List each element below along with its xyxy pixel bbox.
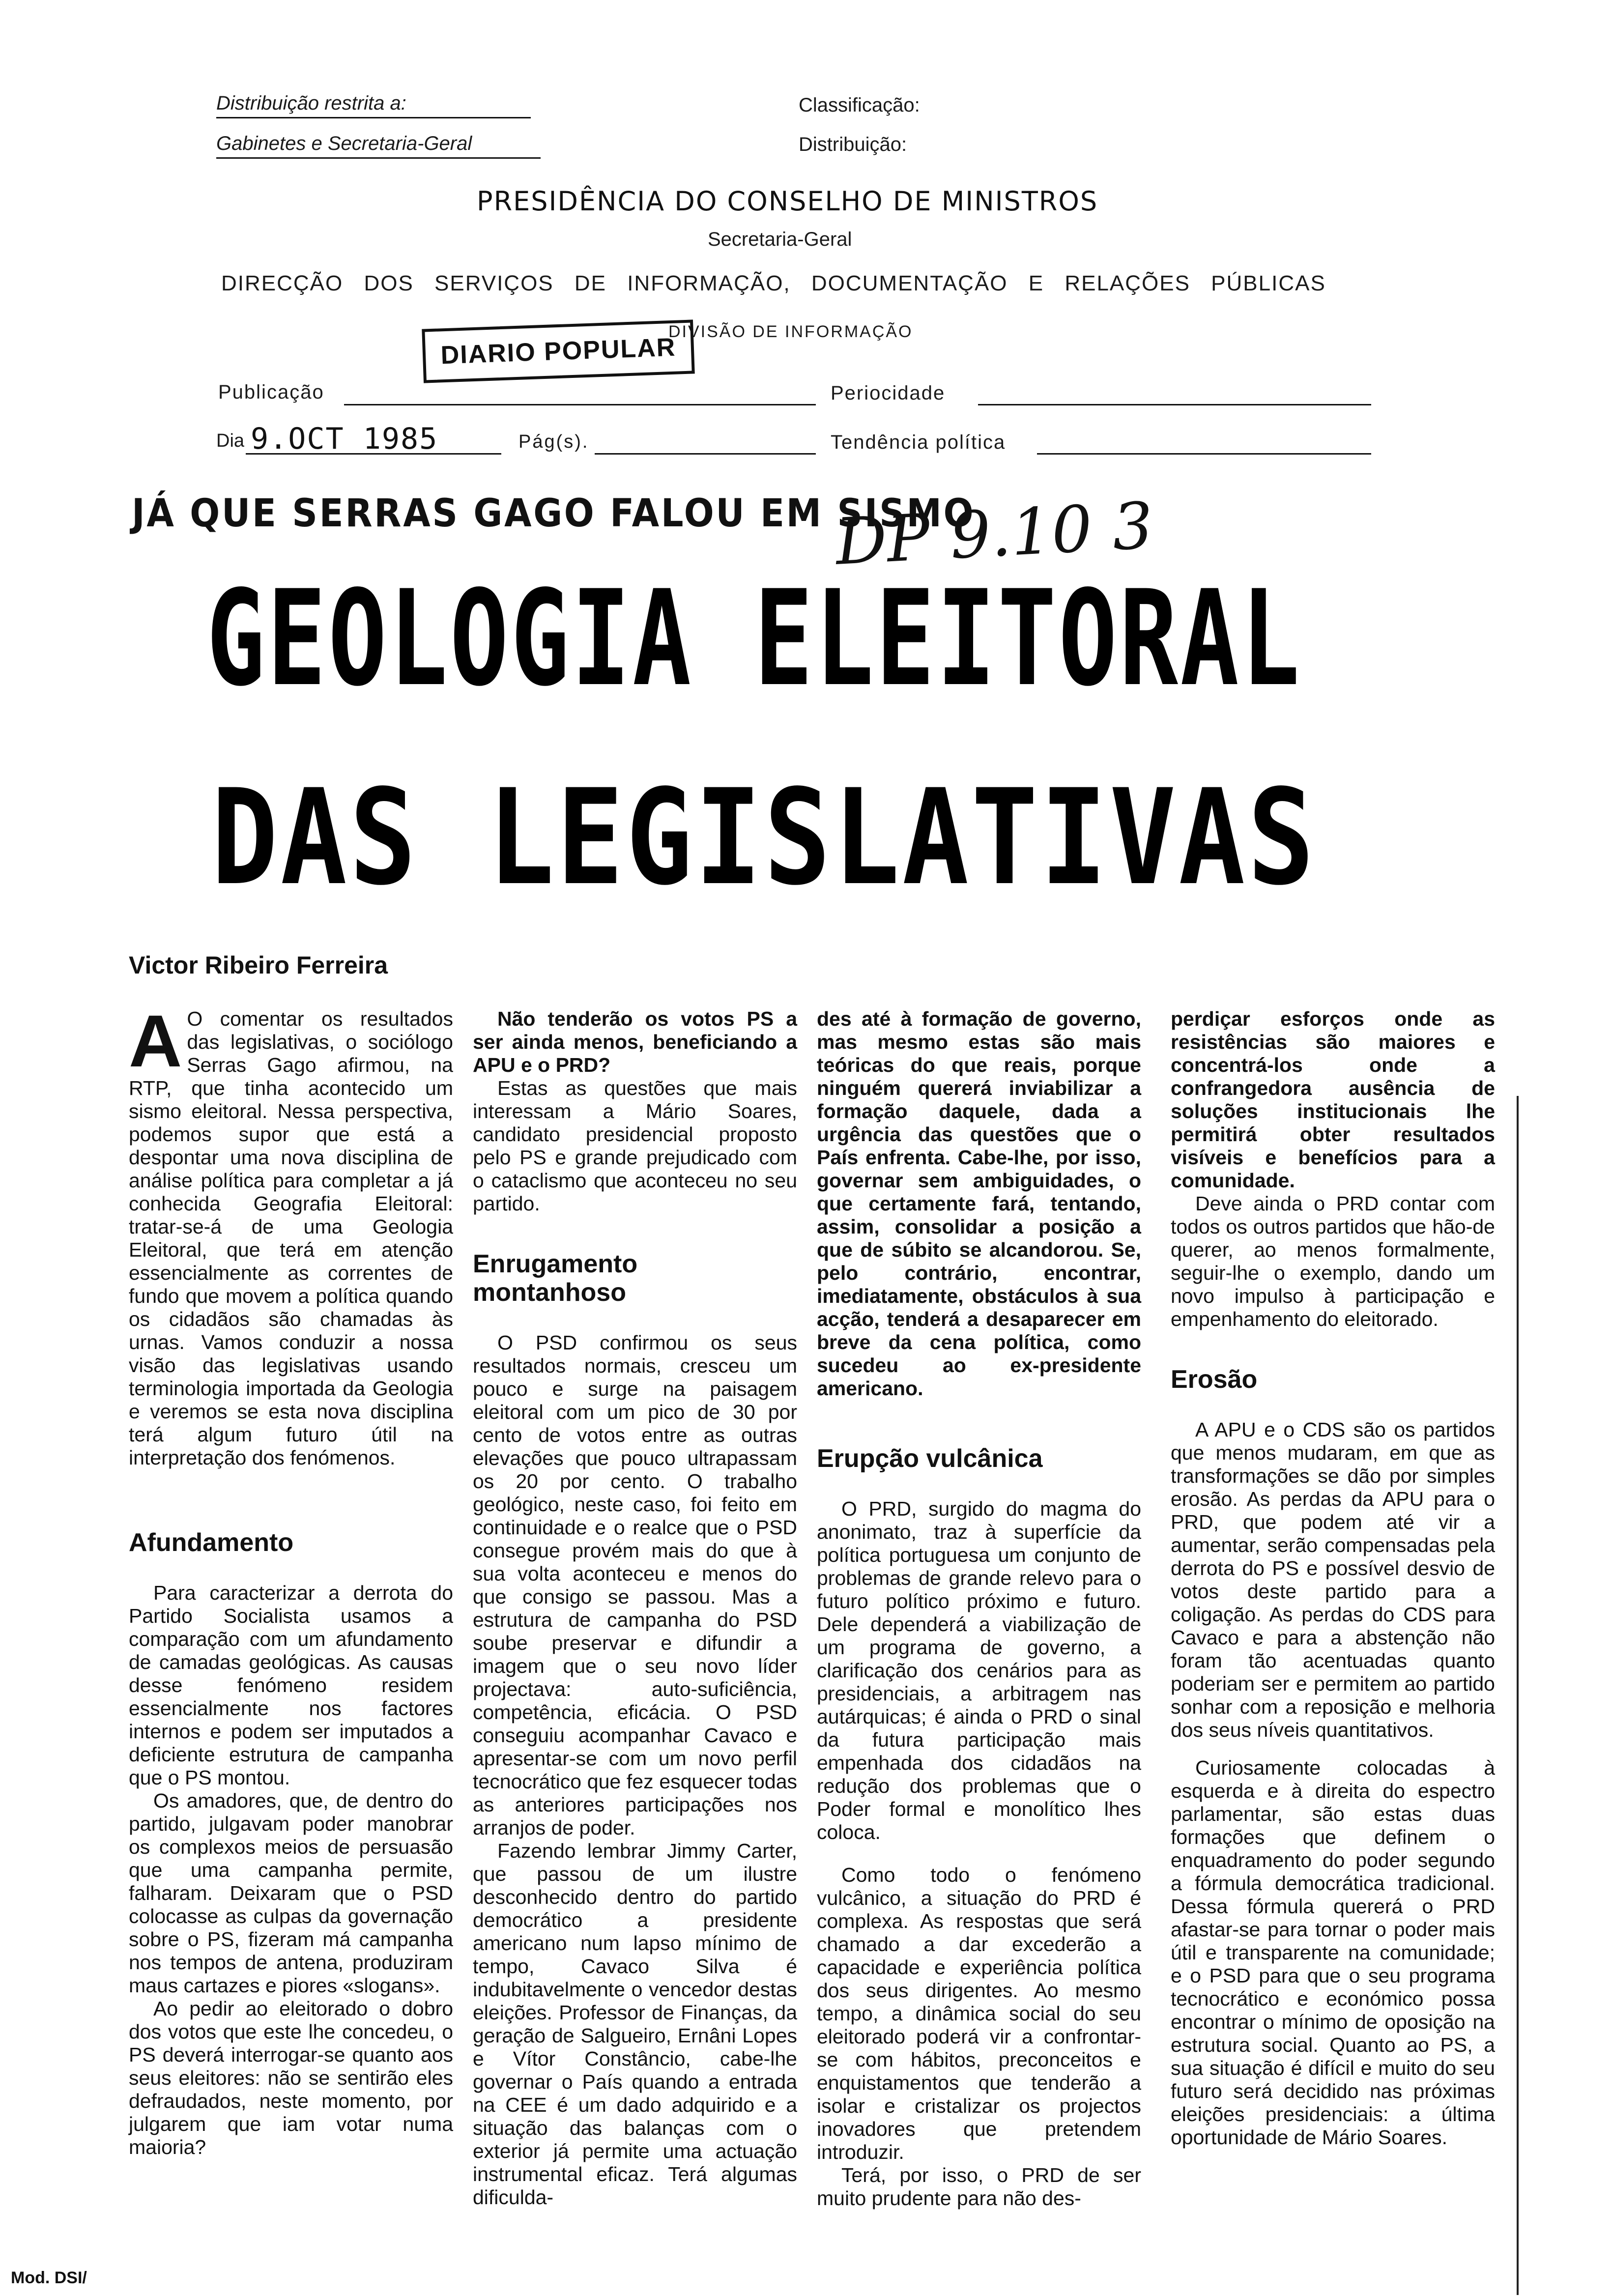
stamp-text: DIARIO POPULAR	[440, 333, 677, 370]
org-subtitle: Secretaria-Geral	[708, 229, 852, 250]
headline-line-1: GEOLOGIA ELEITORAL	[206, 562, 1302, 716]
directorate-line: DIRECÇÃO DOS SERVIÇOS DE INFORMAÇÃO, DOCUMENTAÇÃO E RELAÇÕES PÚBLICAS	[221, 271, 1326, 295]
tendency-underline	[1037, 453, 1371, 455]
byline: Victor Ribeiro Ferreira	[129, 951, 388, 979]
division-line: DIVISÃO DE INFORMAÇÃO	[668, 322, 913, 341]
distribution-underline	[216, 117, 531, 118]
article-column-3	[817, 1007, 1141, 2210]
col3-paragraph-2: O PRD, surgido do magma do anonimato, traz à superfície da política portuguesa um conjunto de problemas de grande relevo para o futuro político próximo e futuro. Dele dependerá a viabilização de um programa de governo, a clarificação dos cenários para as presidenciais, a arbitragem nas autárquicas; é ainda o PRD o sinal da futura participação mais empenhada dos cidadãos na redução dos problemas que o Poder formal e monolítico lhes coloca.	[817, 1497, 1141, 1843]
col2-paragraph-2: Estas as questões que mais interessam a Mário Soares, candidato presidencial proposto pelo PS e grande prejudicado com o cataclismo que aconteceu no seu partido.	[473, 1077, 797, 1215]
distribution2-label: Distribuição:	[799, 134, 907, 155]
col1-paragraph-2: Para caracterizar a derrota do Partido Socialista usamos a comparação com um afundamento de camadas geológicas. As causas desse fenómeno residem essencialmente nos factores internos e podem ser imputados a deficiente estrutura de campanha que o PS montou.	[129, 1581, 453, 1789]
col3-paragraph-3: Como todo o fenómeno vulcânico, a situação do PRD é complexa. As respostas que será chamado a dar excederão a capacidade e experiência política dos seus dirigentes. Ao mesmo tempo, a dinâmica social do seu eleitorado poderá vir a confrontar-se com hábitos, preconceitos e enquistamentos que tenderão a isolar e cristalizar os projectos inovadores que pretendem introduzir.	[817, 1864, 1141, 2163]
col4-paragraph-1: perdiçar esforços onde as resistências são maiores e concentrá-los onde a confrangedora ausência de soluções institucionais lhe permitirá obter resultados visíveis e benefícios para a comunidade.	[1171, 1007, 1495, 1192]
periodicity-label: Periocidade	[831, 382, 946, 404]
section-heading-afundamento: Afundamento	[129, 1528, 294, 1557]
col2-paragraph-4: Fazendo lembrar Jimmy Carter, que passou de um ilustre desconhecido dentro do partido democrático a presidente americano num lapso mínimo de tempo, Cavaco Silva é indubitavelmente o vencedor destas eleições. Professor de Finanças, da geração de Salgueiro, Ernâni Lopes e Vítor Constâncio, cabe-lhe governar o País quando a entrada na CEE é um dado adquirido e a situação das balanças com o exterior já permite uma actuação instrumental eficaz. Terá algumas dificulda-	[473, 1839, 797, 2209]
col1-paragraph-3: Os amadores, que, de dentro do partido, julgavam poder manobrar os complexos meios de persuasão que uma campanha permite, falharam. Deixaram que o PSD colocasse as culpas da governação sobre o PS, fizeram má campanha nos tempos de antena, produziram maus cartazes e piores «slogans».	[129, 1789, 453, 1997]
col1-paragraph-1: A O comentar os resultados das legislativas, o sociólogo Serras Gago afirmou, na RTP, que tinha acontecido um sismo eleitoral. Nessa perspectiva, podemos supor que está a despontar uma nova disciplina de análise política para completar a já conhecida Geografia Eleitoral: tratar-se-á de uma Geologia Eleitoral, que terá em atenção essencialmente as correntes de fundo que movem a política quando os cidadãos são chamadas às urnas. Vamos conduzir a nossa visão das legislativas usando terminologia importada da Geologia e veremos se esta nova disciplina terá algum futuro útil na interpretação dos fenómenos.	[129, 1000, 453, 1469]
distribution-value-underline	[216, 157, 541, 159]
distribution-label: Distribuição restrita a:	[216, 92, 406, 114]
publication-underline	[344, 404, 816, 405]
article-column-4	[1171, 1007, 1495, 2149]
article-column-1	[129, 1000, 453, 2159]
day-underline	[246, 453, 501, 455]
col4-paragraph-4: Curiosamente colocadas à esquerda e à direita do espectro parlamentar, são estas duas formações que definem o enquadramento do poder segundo a fórmula democrática tradicional. Dessa fórmula quererá o PRD afastar-se para tornar o poder mais útil e transparente na comunidade; e o PSD para que o seu programa tecnocrático e económico possa encontrar o mínimo de oposição na estrutura social. Quanto ao PS, a sua situação é difícil e muito do seu futuro será decidido nas próximas eleições presidenciais: a última oportunidade de Mário Soares.	[1171, 1756, 1495, 2149]
handwritten-reference: DP 9.10 3	[834, 488, 1155, 579]
section-heading-erosao: Erosão	[1171, 1365, 1258, 1394]
col3-paragraph-1: des até à formação de governo, mas mesmo estas são mais teóricas do que reais, porque ninguém quererá inviabilizar a formação daquele, dada a urgência das questões que o País enfrenta. Cabe-lhe, por isso, governar sem ambiguidades, o que certamente fará, tentando, assim, consolidar a posição a que de súbito se alcandorou. Se, pelo contrário, encontrar, imediatamente, obstáculos à sua acção, tenderá a desaparecer em breve da cena política, como sucedeu ao ex-presidente americano.	[817, 1007, 1141, 1400]
distribution-value: Gabinetes e Secretaria-Geral	[216, 133, 472, 154]
col4-paragraph-2: Deve ainda o PRD contar com todos os outros partidos que hão-de querer, ao menos formalmente, seguir-lhe o exemplo, dando um novo impulso à participação e empenhamento do eleitorado.	[1171, 1192, 1495, 1330]
col3-paragraph-4: Terá, por isso, o PRD de ser muito prudente para não des-	[817, 2164, 1141, 2210]
pages-label: Pág(s).	[518, 431, 589, 452]
model-label: Mod. DSI/	[11, 2268, 87, 2287]
newspaper-stamp	[422, 319, 695, 383]
col1-paragraph-4: Ao pedir ao eleitorado o dobro dos votos que este lhe concedeu, o PS deverá interrogar-se quanto aos seus eleitores: não se sentirão eles defraudados, neste momento, por julgarem que iam votar numa maioria?	[129, 1997, 453, 2158]
tendency-label: Tendência política	[831, 431, 1006, 453]
publication-label: Publicação	[218, 381, 324, 403]
margin-rule	[1517, 1096, 1519, 2295]
day-value: 9.OCT 1985	[251, 422, 438, 456]
pages-underline	[595, 453, 816, 455]
day-label: Dia	[216, 430, 245, 451]
headline-line-2: DAS LEGISLATIVAS	[211, 761, 1317, 915]
classification-label: Classificação:	[799, 94, 920, 116]
section-heading-erupcao: Erupção vulcânica	[817, 1444, 1043, 1473]
section-heading-enrugamento: Enrugamento montanhoso	[473, 1250, 638, 1307]
article-kicker: JÁ QUE SERRAS GAGO FALOU EM SISMO	[132, 491, 976, 536]
article-column-2	[473, 1007, 797, 2209]
periodicity-underline	[978, 404, 1371, 405]
col2-paragraph-3: O PSD confirmou os seus resultados normais, cresceu um pouco e surge na paisagem eleitoral com um pico de 30 por cento de votos entre as outras elevações que pouco ultrapassam os 20 por cento. O trabalho geológico, neste caso, foi feito em continuidade e o realce que o PSD consegue provém mais do que à sua volta aconteceu e menos do que consigo se passou. Mas a estrutura de campanha do PSD soube preservar e difundir a imagem que o seu novo líder projectava: auto-suficiência, competência, eficácia. O PSD conseguiu acompanhar Cavaco e apresentar-se com um novo perfil tecnocrático que fez esquecer todas as anteriores participações nos arranjos de poder.	[473, 1331, 797, 1839]
col4-paragraph-3: A APU e o CDS são os partidos que menos mudaram, em que as transformações se dão por simples erosão. As perdas da APU para o PRD, que podem até vir a aumentar, serão compensadas pela derrota do PS e possível desvio de votos deste partido para a coligação. As perdas do CDS para Cavaco e para a abstenção não foram tão acentuadas quanto poderiam ser e permitem ao partido sonhar com a reposição e melhoria dos seus níveis quantitativos.	[1171, 1418, 1495, 1741]
org-title: PRESIDÊNCIA DO CONSELHO DE MINISTROS	[477, 186, 1098, 217]
drop-cap: A	[129, 1000, 182, 1082]
col2-paragraph-1: Não tenderão os votos PS a ser ainda menos, beneficiando a APU e o PRD?	[473, 1007, 797, 1076]
